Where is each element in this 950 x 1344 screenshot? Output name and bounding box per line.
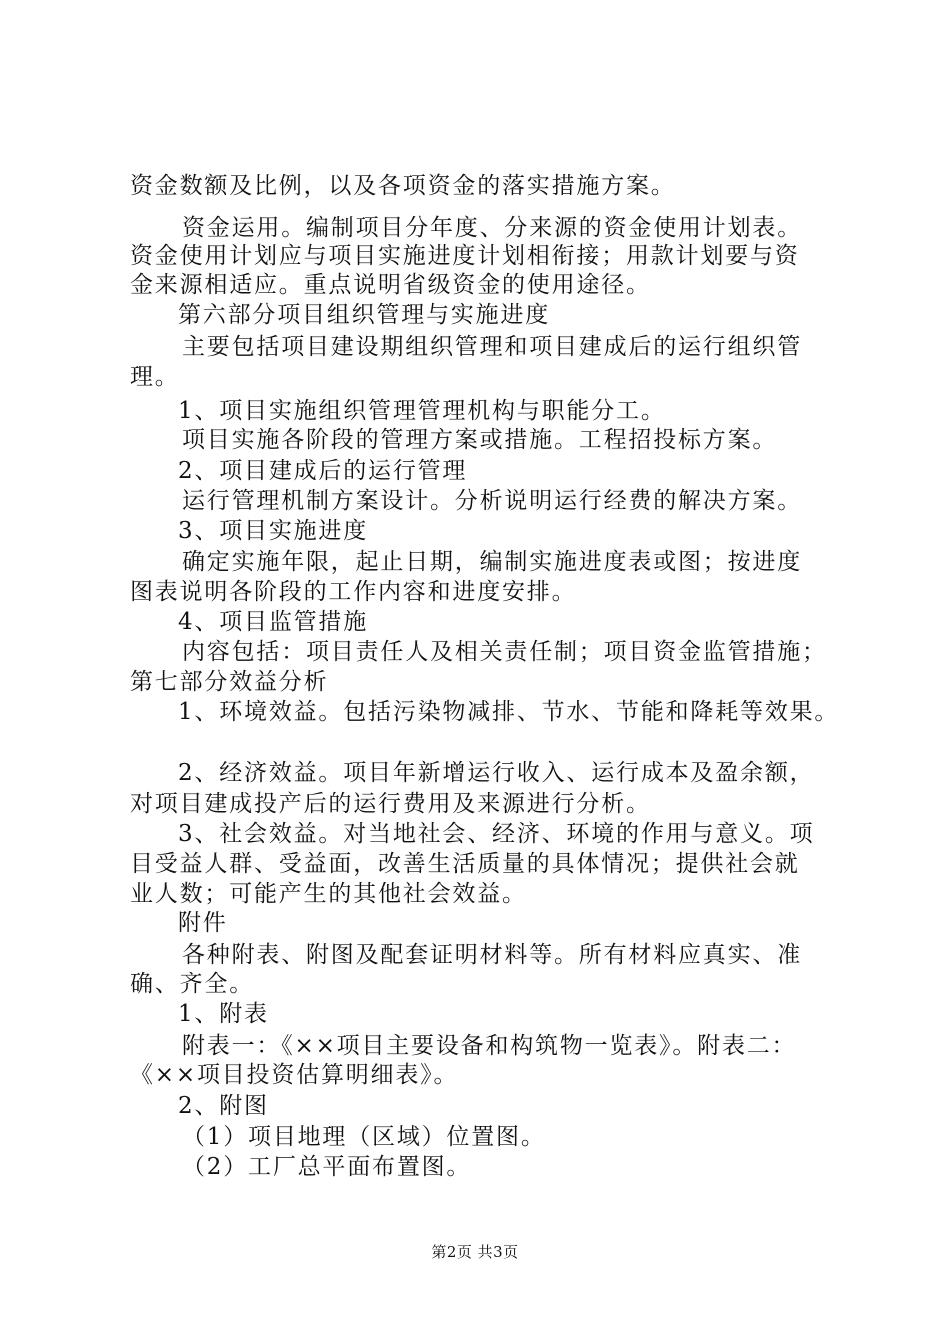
paragraph-line: 3、社会效益。对当地社会、经济、环境的作用与意义。项	[178, 821, 815, 847]
page-footer: 第2页 共3页	[431, 1243, 519, 1261]
paragraph-line: 金来源相适应。重点说明省级资金的使用途径。	[130, 272, 651, 298]
paragraph-line: 项目实施各阶段的管理方案或措施。工程招投标方案。	[182, 427, 778, 453]
paragraph-line: 图表说明各阶段的工作内容和进度安排。	[130, 579, 577, 605]
paragraph-line: 附件	[178, 910, 228, 936]
paragraph-line: 2、项目建成后的运行管理	[178, 458, 468, 484]
paragraph-line: 各种附表、附图及配套证明材料等。所有材料应真实、准	[182, 942, 802, 968]
paragraph-line: 目受益人群、受益面，改善生活质量的具体情况；提供社会就	[130, 851, 800, 877]
paragraph-line: 内容包括：项目责任人及相关责任制；项目资金监管措施；	[182, 639, 827, 665]
paragraph-line: 确定实施年限，起止日期，编制实施进度表或图；按进度	[182, 549, 802, 575]
paragraph-line: 附表一：《××项目主要设备和构筑物一览表》。附表二：	[182, 1033, 797, 1059]
paragraph-line: 确、齐全。	[130, 971, 254, 997]
paragraph-line: 2、经济效益。项目年新增运行收入、运行成本及盈余额，	[178, 760, 815, 786]
paragraph-line: 理。	[130, 364, 180, 390]
paragraph-line: （2）工厂总平面布置图。	[182, 1154, 472, 1180]
paragraph-line: 1、项目实施组织管理管理机构与职能分工。	[178, 398, 666, 424]
paragraph-line: 第七部分效益分析	[130, 669, 329, 695]
paragraph-line: 1、环境效益。包括污染物减排、节水、节能和降耗等效果。	[178, 699, 840, 725]
paragraph-line: 资金运用。编制项目分年度、分来源的资金使用计划表。	[182, 215, 802, 241]
paragraph-line: 业人数；可能产生的其他社会效益。	[130, 881, 527, 907]
paragraph-line: 4、项目监管措施	[178, 609, 369, 635]
paragraph-line: 《××项目投资估算明细表》。	[130, 1062, 459, 1088]
paragraph-line: 对项目建成投产后的运行费用及来源进行分析。	[130, 791, 651, 817]
paragraph-line: 第六部分项目组织管理与实施进度	[178, 302, 550, 328]
paragraph-line: （1）项目地理（区域）位置图。	[182, 1124, 546, 1150]
paragraph-line: 2、附图	[178, 1093, 269, 1119]
paragraph-line: 运行管理机制方案设计。分析说明运行经费的解决方案。	[182, 488, 802, 514]
paragraph-line: 3、项目实施进度	[178, 518, 369, 544]
paragraph-line: 主要包括项目建设期组织管理和项目建成后的运行组织管	[182, 334, 802, 360]
paragraph-line: 资金数额及比例，以及各项资金的落实措施方案。	[130, 173, 676, 199]
paragraph-line: 资金使用计划应与项目实施进度计划相衔接；用款计划要与资	[130, 243, 800, 269]
paragraph-line: 1、附表	[178, 1001, 269, 1027]
